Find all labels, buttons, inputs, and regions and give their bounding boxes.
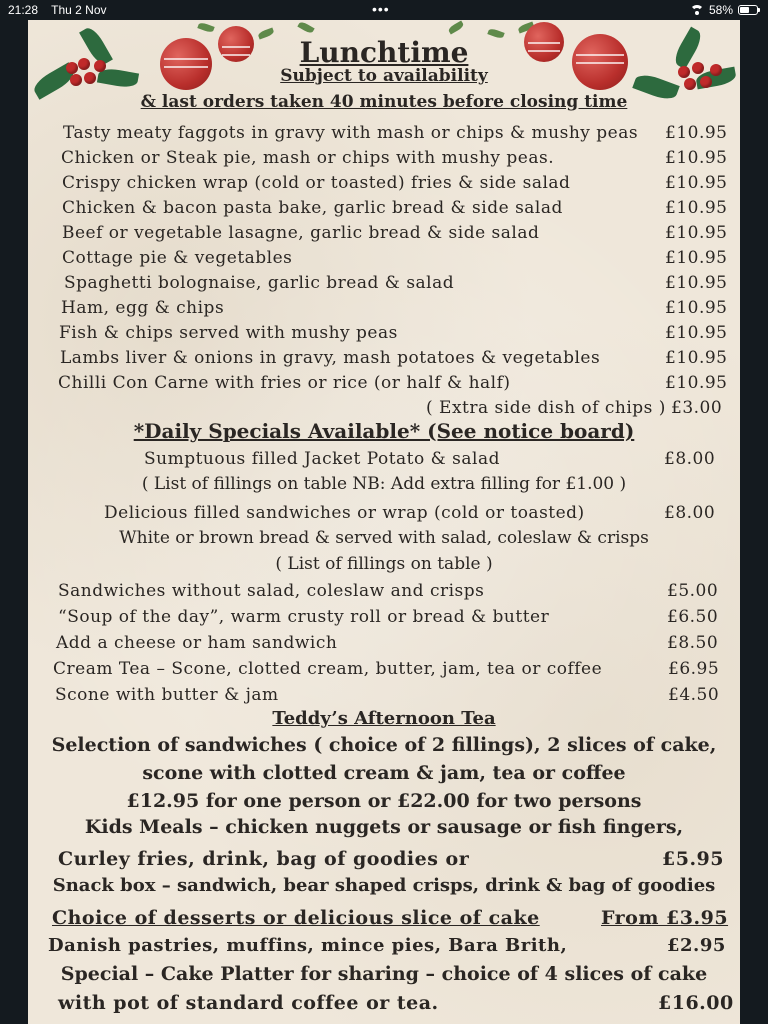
- menu-item-price: £6.95: [668, 659, 720, 679]
- menu-item-desc: Chicken & bacon pasta bake, garlic bread & side salad: [62, 198, 563, 218]
- kids-meals-line-2: [28, 846, 740, 872]
- daily-specials-heading: *Daily Specials Available* (See notice board): [133, 419, 635, 443]
- menu-item-price: £3.00: [671, 398, 723, 418]
- menu-item: [28, 322, 740, 344]
- menu-item-price: £10.95: [665, 373, 728, 393]
- menu-item-price: £10.95: [665, 348, 728, 368]
- menu-item-price: £4.50: [668, 685, 720, 705]
- menu-item-desc: ( Extra side dish of chips ): [426, 398, 666, 418]
- menu-item-price: £5.95: [662, 848, 724, 870]
- menu-item-price: £10.95: [665, 173, 728, 193]
- menu-item-price: £10.95: [665, 248, 728, 268]
- menu-item: [28, 272, 740, 294]
- status-date: Thu 2 Nov: [51, 3, 107, 17]
- menu-item-desc: Chilli Con Carne with fries or rice (or half & half): [58, 373, 511, 393]
- menu-subtitle: Subject to availability: [280, 66, 488, 86]
- status-right: [690, 3, 758, 17]
- menu-item-price: £2.95: [667, 935, 726, 956]
- menu-item-desc: Tasty meaty faggots in gravy with mash or chips & mushy peas: [63, 123, 639, 143]
- menu-item-desc: Beef or vegetable lasagne, garlic bread & side salad: [62, 223, 540, 243]
- menu-item: [28, 448, 740, 470]
- fillings-note-2: ( List of fillings on table ): [275, 554, 493, 574]
- menu-item-price: £10.95: [665, 223, 728, 243]
- menu-item-desc: Cream Tea – Scone, clotted cream, butter, jam, tea or coffee: [53, 659, 603, 679]
- kids-meals-line-3: Snack box – sandwich, bear shaped crisps, drink & bag of goodies: [52, 875, 716, 896]
- battery-icon: [738, 5, 758, 15]
- menu-item-price: £10.95: [665, 148, 728, 168]
- afternoon-tea-heading: Teddy’s Afternoon Tea: [272, 708, 496, 729]
- multitasking-dots[interactable]: •••: [372, 1, 390, 17]
- status-bar: [0, 0, 768, 20]
- afternoon-tea-line-1: Selection of sandwiches ( choice of 2 fillings), 2 slices of cake,: [51, 734, 717, 756]
- menu-item-desc: Danish pastries, muffins, mince pies, Bara Brith,: [48, 935, 568, 956]
- menu-item: [28, 606, 740, 628]
- menu-item: [28, 684, 740, 706]
- menu-item-desc: Sandwiches without salad, coleslaw and crisps: [58, 581, 485, 601]
- menu-item-desc: Choice of desserts or delicious slice of cake: [52, 907, 540, 929]
- wifi-icon: [690, 5, 704, 15]
- menu-image: [28, 20, 740, 1024]
- menu-item: [28, 197, 740, 219]
- afternoon-tea-line-2: scone with clotted cream & jam, tea or coffee: [142, 762, 626, 784]
- menu-item: [28, 147, 740, 169]
- status-time: 21:28: [8, 3, 39, 17]
- menu-item: [28, 372, 740, 394]
- special-line-2: [28, 990, 740, 1016]
- menu-item-price: £16.00: [658, 992, 734, 1014]
- status-left: [8, 3, 117, 17]
- menu-item: [28, 632, 740, 654]
- menu-item-desc: Spaghetti bolognaise, garlic bread & salad: [64, 273, 455, 293]
- menu-item-price: £8.00: [664, 503, 716, 523]
- danish-row: [28, 933, 740, 959]
- menu-item-price: £10.95: [665, 298, 728, 318]
- menu-item-price: £10.95: [665, 323, 728, 343]
- menu-item-desc: Sumptuous filled Jacket Potato & salad: [144, 449, 500, 469]
- leaf-icon: [197, 21, 214, 33]
- menu-item-desc: Curley fries, drink, bag of goodies or: [58, 848, 470, 870]
- menu-item: [28, 580, 740, 602]
- afternoon-tea-line-3: £12.95 for one person or £22.00 for two persons: [126, 790, 642, 812]
- menu-item-desc: Add a cheese or ham sandwich: [56, 633, 338, 653]
- menu-item-desc: “Soup of the day”, warm crusty roll or bread & butter: [58, 607, 550, 627]
- menu-item-desc: Lambs liver & onions in gravy, mash potatoes & vegetables: [60, 348, 601, 368]
- menu-item-desc: Crispy chicken wrap (cold or toasted) fries & side salad: [62, 173, 571, 193]
- menu-item-desc: Scone with butter & jam: [55, 685, 279, 705]
- menu-item-desc: Chicken or Steak pie, mash or chips with mushy peas.: [61, 148, 555, 168]
- menu-item: [28, 347, 740, 369]
- menu-item-desc: Fish & chips served with mushy peas: [59, 323, 398, 343]
- kids-meals-line-1: Kids Meals – chicken nuggets or sausage or fish fingers,: [84, 816, 684, 838]
- special-line-1: Special – Cake Platter for sharing – choice of 4 slices of cake: [60, 963, 708, 985]
- menu-item-price: £8.50: [667, 633, 719, 653]
- menu-item: [28, 658, 740, 680]
- bread-note: White or brown bread & served with salad, coleslaw & crisps: [119, 528, 649, 548]
- menu-item-price: From £3.95: [601, 907, 729, 929]
- menu-item: [28, 172, 740, 194]
- menu-item: [28, 502, 740, 524]
- leaf-icon: [297, 20, 314, 34]
- extra-chips-row: [28, 397, 740, 419]
- menu-item-desc: Ham, egg & chips: [61, 298, 225, 318]
- menu-item-price: £8.00: [664, 449, 716, 469]
- battery-percent: 58%: [708, 3, 733, 17]
- menu-item: [28, 122, 740, 144]
- menu-item-desc: Cottage pie & vegetables: [62, 248, 293, 268]
- battery-fill: [740, 7, 749, 13]
- menu-item: [28, 222, 740, 244]
- menu-item-price: £6.50: [667, 607, 719, 627]
- menu-item-desc: with pot of standard coffee or tea.: [58, 992, 439, 1014]
- desserts-row: [28, 905, 740, 931]
- menu-item: [28, 247, 740, 269]
- menu-item: [28, 297, 740, 319]
- menu-item-desc: Delicious filled sandwiches or wrap (cold or toasted): [104, 503, 585, 523]
- leaf-icon: [447, 20, 464, 34]
- menu-subtitle-2: & last orders taken 40 minutes before closing time: [140, 92, 628, 112]
- menu-item-price: £5.00: [667, 581, 719, 601]
- menu-item-price: £10.95: [665, 273, 728, 293]
- menu-item-price: £10.95: [665, 198, 728, 218]
- menu-title: Lunchtime: [299, 36, 469, 69]
- menu-item-price: £10.95: [665, 123, 728, 143]
- fillings-note: ( List of fillings on table NB: Add extra filling for £1.00 ): [141, 474, 627, 494]
